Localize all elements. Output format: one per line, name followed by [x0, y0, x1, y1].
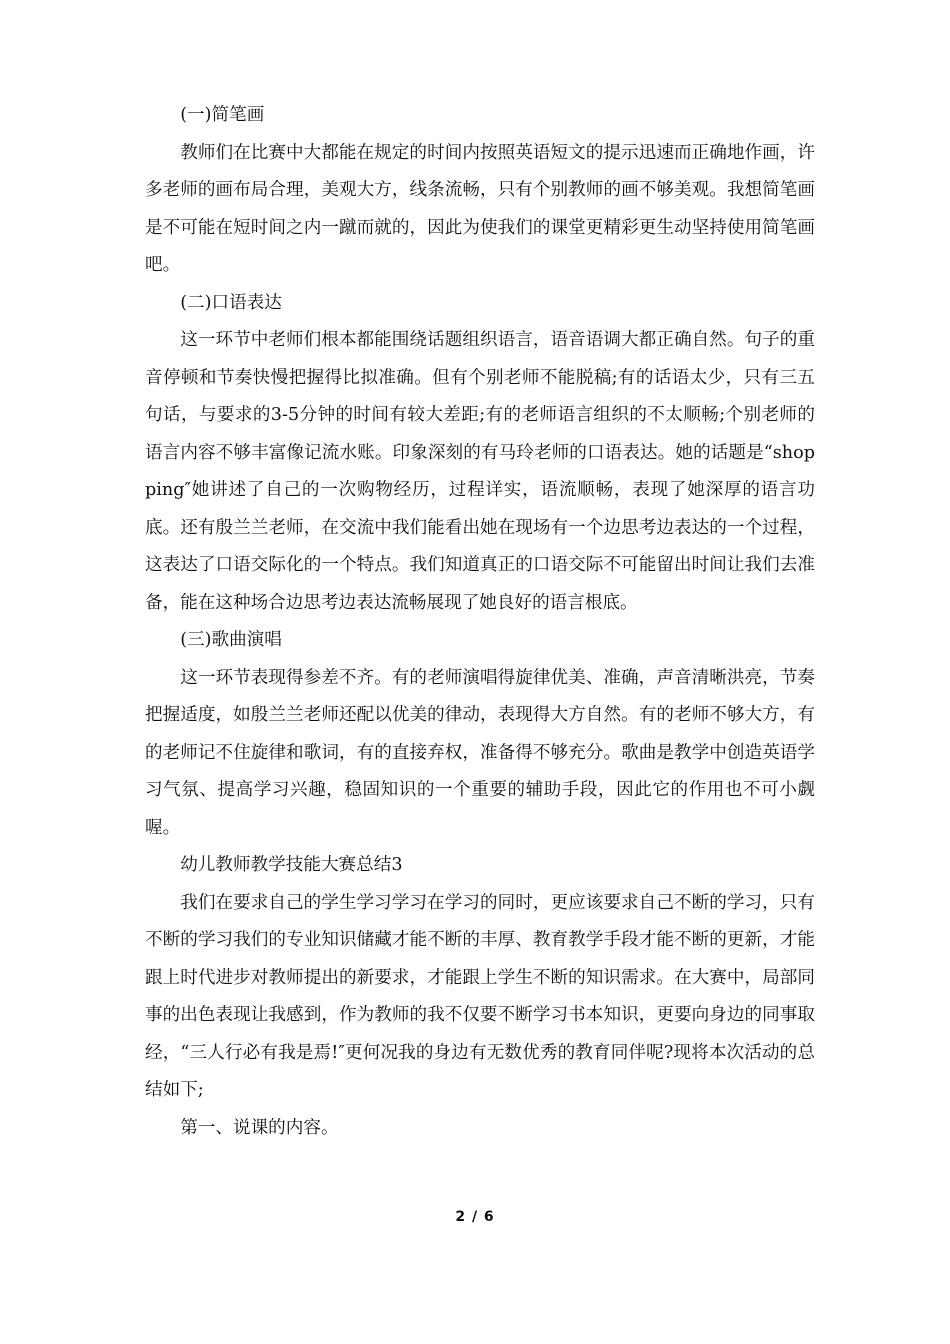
- document-subtitle: 幼儿教师教学技能大赛总结3: [180, 855, 403, 875]
- document-body: [145, 97, 815, 1147]
- section-heading-oral-expression: (二)口语表达: [180, 292, 282, 313]
- section-heading-stick-figure: (一)简笔画: [180, 105, 265, 125]
- section-heading-lecture-content: 第一、说课的内容。: [180, 1117, 339, 1138]
- page-number: 2 / 6: [455, 1209, 495, 1225]
- paragraph: 这一环节表现得参差不齐。有的老师演唱得旋律优美、准确，声音清晰洪亮，节奏把握适度，如殷兰兰老师还配以优美的律动，表现得大方自然。有的老师不够大方，有的老师记不住旋律和歌词，有的直接弃权，准备得不够充分。歌曲是教学中创造英语学习气氛、提高学习兴趣，稳固知识的一个重要的辅助手段，因此它的作用也不可小觑喔。: [145, 667, 815, 838]
- section-heading-song-singing: (三)歌曲演唱: [180, 630, 282, 650]
- paragraph: 教师们在比赛中大都能在规定的时间内按照英语短文的提示迅速而正确地作画，许多老师的画布局合理，美观大方，线条流畅，只有个别教师的画不够美观。我想简笔画是不可能在短时间之内一蹴而就的，因此为使我们的课堂更精彩更生动坚持使用简笔画吧。: [145, 142, 815, 275]
- paragraph: 这一环节中老师们根本都能围绕话题组织语言，语音语调大都正确自然。句子的重音停顿和节奏快慢把握得比拟准确。但有个别老师不能脱稿;有的话语太少，只有三五句话，与要求的3-5分钟的时间有较大差距;有的老师语言组织的不太顺畅;个别老师的语言内容不够丰富像记流水账。印象深刻的有马玲老师的口语表达。她的话题是“shopping″她讲述了自己的一次购物经历，过程详实，语流顺畅，表现了她深厚的语言功底。还有殷兰兰老师，在交流中我们能看出她在现场有一个边思考边表达的一个过程，这表达了口语交际化的一个特点。我们知道真正的口语交际不可能留出时间让我们去准备，能在这种场合边思考边表达流畅展现了她良好的语言根底。: [145, 330, 815, 613]
- paragraph: 我们在要求自己的学生学习学习在学习的同时，更应该要求自己不断的学习，只有不断的学习我们的专业知识储藏才能不断的丰厚、教育教学手段才能不断的更新，才能跟上时代进步对教师提出的新要求，才能跟上学生不断的知识需求。在大赛中，局部同事的出色表现让我感到，作为教师的我不仅要不断学习书本知识，更要向身边的同事取经，“三人行必有我是焉!″更何况我的身边有无数优秀的教育同伴呢?现将本次活动的总结如下;: [145, 892, 815, 1100]
